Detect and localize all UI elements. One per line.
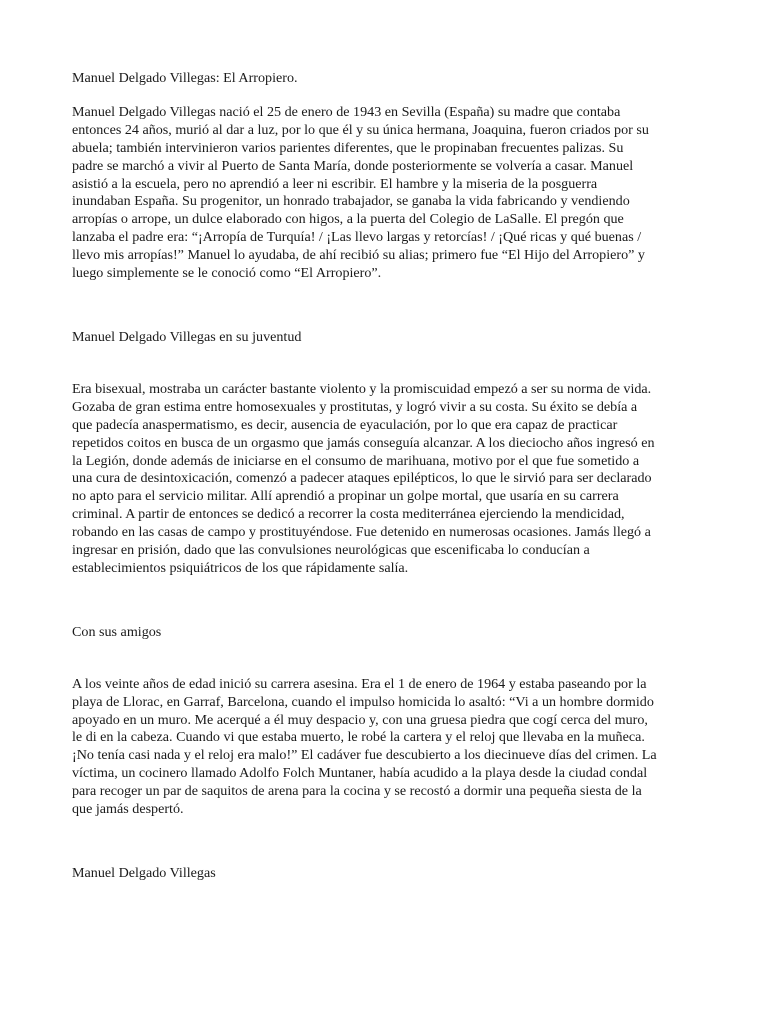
text-line: Gozaba de gran estima entre homosexuales y prostitutas, y logró vivir a su costa. Su éxito se debía a [72,398,638,415]
text-line: criminal. A partir de entonces se dedicó a recorrer la costa mediterránea ejerciendo la mendicidad, [72,506,625,523]
text-line: Manuel Delgado Villegas nació el 25 de enero de 1943 en Sevilla (España) su madre que contaba [72,103,621,120]
text-line: luego simplemente se le conoció como “El Arropiero”. [72,265,382,282]
text-line: arropías o arrope, un dulce elaborado con higos, a la puerta del Colegio de LaSalle. El pregón que [72,211,624,228]
text-line: inundaban España. Su progenitor, un honrado trabajador, se ganaba la vida fabricando y vendiendo [72,193,630,210]
text-line: asistió a la escuela, pero no aprendió a leer ni escribir. El hambre y la miseria de la posguerra [72,175,598,192]
text-line: que jamás despertó. [72,801,184,818]
text-line: playa de Llorac, en Garraf, Barcelona, cuando el impulso homicida lo asaltó: “Vi a un hombre dormido [72,693,654,710]
paragraph-amigos [72,676,704,819]
paragraph-intro [72,104,704,283]
text-line: Era bisexual, mostraba un carácter bastante violento y la promiscuidad empezó a ser su norma de vida. [72,380,652,397]
document-page [72,70,704,883]
text-line: llevo mis arropías!” Manuel lo ayudaba, de ahí recibió su alias; primero fue “El Hijo del Arropiero” y [72,247,645,264]
text-line: repetidos coitos en busca de un orgasmo que jamás conseguía alcanzar. A los dieciocho años ingresó en [72,434,655,451]
text-line: robando en las casas de campo y prostituyéndose. Fue detenido en numerosas ocasiones. Jamás llegó a [72,524,651,541]
text-line: víctima, un cocinero llamado Adolfo Folch Muntaner, había acudido a la playa desde la ciudad condal [72,765,648,782]
text-line: una cura de desintoxicación, comenzó a padecer ataques epilépticos, lo que le sirvió para ser declarado [72,470,652,487]
text-line: A los veinte años de edad inició su carrera asesina. Era el 1 de enero de 1964 y estaba paseando por la [72,675,647,692]
text-line: la Legión, donde además de iniciarse en el consumo de marihuana, motivo por el que fue sometido a [72,452,640,469]
section-heading-juventud: Manuel Delgado Villegas en su juventud [72,328,302,345]
text-line: entonces 24 años, murió al dar a luz, por lo que él y su única hermana, Joaquina, fueron criados por su [72,121,649,138]
text-line: establecimientos psiquiátricos de los que rápidamente salía. [72,559,409,576]
document-title: Manuel Delgado Villegas: El Arropiero. [72,70,298,86]
text-line: ingresar en prisión, dado que las convulsiones neurológicas que escenificaba lo conducían a [72,542,590,559]
text-line: no apto para el servicio militar. Allí aprendió a propinar un golpe mortal, que usaría en su carrera [72,488,619,505]
text-line: ¡No tenía casi nada y el reloj era malo!” El cadáver fue descubierto a los diecinueve días del crimen. La [72,747,657,764]
text-line: que padecía anaspermatismo, es decir, ausencia de eyaculación, por lo que era capaz de practicar [72,416,618,433]
text-line: padre se marchó a vivir al Puerto de Santa María, donde posteriormente se volvería a casar. Manuel [72,157,634,174]
text-line: apoyado en un muro. Me acerqué a él muy despacio y, con una gruesa piedra que cogí cerca del muro, [72,711,648,728]
text-line: le di en la cabeza. Cuando vi que estaba muerto, le robé la cartera y el reloj que llevaba en la muñeca. [72,729,645,746]
text-line: para recoger un par de saquitos de arena para la cocina y se recostó a dormir una pequeña siesta de la [72,783,642,800]
text-line: abuela; también intervinieron varios parientes diferentes, que le propinaban frecuentes palizas. Su [72,139,624,156]
paragraph-juventud [72,381,704,578]
section-heading-amigos: Con sus amigos [72,623,162,640]
section-heading-final: Manuel Delgado Villegas [72,865,216,881]
text-line: lanzaba el padre era: “¡Arropía de Turquía! / ¡Las llevo largas y retorcías! / ¡Qué ricas y qué buenas / [72,229,642,246]
